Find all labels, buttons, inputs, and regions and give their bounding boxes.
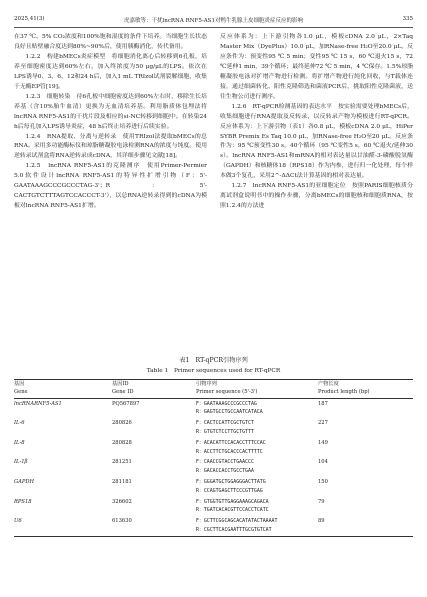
section-1-2-6: 1.2.6 RT-qPCR检测基因的表达水平 按实验需要处理bMECs后，收集细胞进行RNA提取及反转录，以反转录产物为模板进行RT-qPCR。反应体系为：上下游引物（表1）各0.8 μL，模板cDNA 2.0 μL，HiPer SYBR Premix Es Taq 10.0 μL，加RNase-free H₂O至20 μL。反应条件为：95 ℃预变性30 s，40个循环（95 ℃变性5 s，60 ℃退火/延伸30 s）。lncRNA RNF5-AS1和mRNA的相对表达量以甘油醛-3-磷酸脱氢酶（GAPDH）和核糖体18（RPS18）作为内参，进行归一化处理，每个样本做3个复孔，采用2^-ΔΔCt法计算基因的相对表达量。	[220, 103, 413, 180]
table-row	[14, 438, 413, 458]
section-1-2-2: 1.2.2 构建bMECs炎症模型 将细胞消化离心后转移到6孔板，培养至细胞密度达到60%左右，加入终浓度为50 μg/μL的LPS。依次在LPS诱导0、3、6、12和24 h后，加入1 mL TRIzol试剂裂解细胞，收集于无酶EP管[19]。	[14, 53, 207, 90]
header-gene-id: 基因ID Gene ID	[112, 381, 134, 395]
product-length: 187	[318, 400, 328, 407]
pcr-conditions-paragraph: 反应体系为：上下游引物各1.0 μL，模板cDNA 2.0 μL，2×Taq Master Mix（DyePlus）10.0 μL，加RNase-free H₂O至20.0 μL。反应条件为：预变性95 ℃ 5 min；变性95 ℃ 15 s，60 ℃退火15 s，72 ℃延伸1 min，39个循环；最终延伸72 ℃ 5 min，4 ℃保存。1.5%琼脂糖凝胶电泳对扩增产物进行检测。将扩增产物进行纯化回收，与T载体连接，通过细菌转化、阳性克隆筛选和菌液PCR后，挑取阳性克隆菌液，送往生物公司进行测序。	[220, 34, 414, 100]
left-column	[14, 33, 207, 212]
gene-name: IL-1β	[14, 459, 28, 466]
table-row	[14, 496, 413, 516]
header-primer-sequence: 引物序列 Primer sequence (5'-3')	[196, 381, 258, 395]
body-columns	[14, 33, 413, 353]
table-header-row	[14, 380, 413, 399]
primer-table	[14, 379, 413, 537]
table-row	[14, 418, 413, 438]
gene-id: 280828	[112, 439, 132, 446]
product-length: 227	[318, 420, 328, 427]
primer-pair: F：GAATAAAGCCCGCCCTAG R：GAGTGCCTGCCAATCATACA	[196, 400, 263, 416]
header-product-length: 产物长度 Product length (bp)	[318, 381, 370, 395]
right-column	[220, 33, 413, 212]
section-1-2-4: 1.2.4 RNA提取、分离与逆转录 使用TRIzol法提取bMECs的总RNA。采用多功能酶标仪和琼脂糖凝胶电泳检测RNA的浓度与纯度。使用逆转录试剂盒将RNA逆转录成cDNA，其详细步骤见文献[18]。	[14, 133, 207, 160]
product-length: 150	[318, 479, 328, 486]
gene-id: 326602	[112, 498, 132, 505]
section-1-2-3: 1.2.3 细胞转染 待6孔板中细胞密度达到60%左右时，移除生长培养基（含10%胎牛血清）更换为无血清培养基。利用脂质体包埋法将lncRNA RNF5-AS1的干扰片段及相应的si-NC转移到细胞中。在转染24 h后每孔加入LPS诱导炎症，48 h后终止培养进行后续实验。	[14, 93, 207, 130]
section-1-2-7: 1.2.7 lncRNA RNF5-AS1的亚细胞定位 按照PARIS细胞核质分离试剂盒说明书中的操作步骤，分离bMECs的细胞核和细胞质RNA，按照1.2.4的方法进	[220, 183, 413, 210]
gene-name: RPS18	[14, 498, 32, 505]
page-number: 335	[402, 16, 413, 22]
table-caption-en: Table 1 Primer sequences used for RT-qPCR	[146, 368, 281, 374]
product-length: 149	[318, 439, 328, 446]
primer-pair: F：GGGATGCTGGAGGGACTTATG R：CCAGTGAGCTTCCCGTTGAG	[196, 479, 266, 494]
gene-name: lncRNARNF5-AS1	[14, 400, 62, 407]
running-header	[14, 16, 413, 26]
primer-pair: F：GTGGTGTTGAGGAAAGCAGACA R：TGATCACACGTTCCACCTCATC	[196, 498, 269, 514]
primer-pair: F：ACACATTCCACACCTTTCCAC R：ACCTTCTGCACCCACTTTTC	[196, 439, 266, 455]
table-caption-cn: 表1 RT-qPCR引物序列	[179, 357, 248, 364]
gene-name: GAPDH	[14, 479, 35, 486]
gene-name: U6	[14, 518, 22, 525]
table-row	[14, 398, 413, 418]
gene-id: 613630	[112, 518, 132, 525]
gene-name: IL-6	[14, 420, 25, 427]
product-length: 104	[318, 459, 328, 466]
header-gene: 基因 Gene	[14, 381, 28, 395]
primer-pair: F：CACTCCATTCGCTGTCT R：GTGTCTCCTTGCTGTTT	[196, 420, 254, 435]
product-length: 89	[318, 518, 325, 525]
primer-table-section	[14, 356, 413, 537]
culture-paragraph: 在37 ℃、5% CO₂浓度和100%饱和湿度的条件下培养。当细胞生长状态良好且贴壁融合度达到80%~90%后，使用胰酶消化，传代备用。	[14, 34, 207, 50]
gene-id: 281181	[112, 479, 132, 486]
table-row	[14, 457, 413, 477]
table-row	[14, 516, 413, 536]
issue-number: 2025,41(3)	[14, 16, 45, 22]
primer-pair: F：GCTTCGGCAGCACATATACTAAAAT R：CGCTTCACGAATTTGCGTGTCAT	[196, 518, 278, 533]
header-rule	[14, 27, 413, 28]
table-row	[14, 477, 413, 497]
running-title: 虎嘉敏等：干扰lncRNA RNF5-AS1对鸭牛乳腺上皮细胞炎症反应的影响	[124, 18, 303, 24]
primer-pair: F：CAACCGTACCTGAACCC R：GACACCACCTGCCTGAA	[196, 459, 254, 475]
gene-name: IL-8	[14, 439, 25, 446]
gene-id: 280826	[112, 420, 132, 427]
gene-id: 281251	[112, 459, 132, 466]
product-length: 79	[318, 498, 325, 505]
section-1-2-5: 1.2.5 lncRNA RNF5-AS1的克隆测序 使用Primer-Permier 5.0软件设计lncRNA RNF5-AS1的特异性扩增引物（F：5'-GAATAAAGCCCGCCCTAG-3'；R：5'-CACTGTCTTTAGTCCACCCT-3'），以总RNA逆转录得到的cDNA为模板对lncRNA RNF5-AS1扩增。	[14, 163, 207, 210]
gene-id: PQ567897	[112, 400, 140, 407]
